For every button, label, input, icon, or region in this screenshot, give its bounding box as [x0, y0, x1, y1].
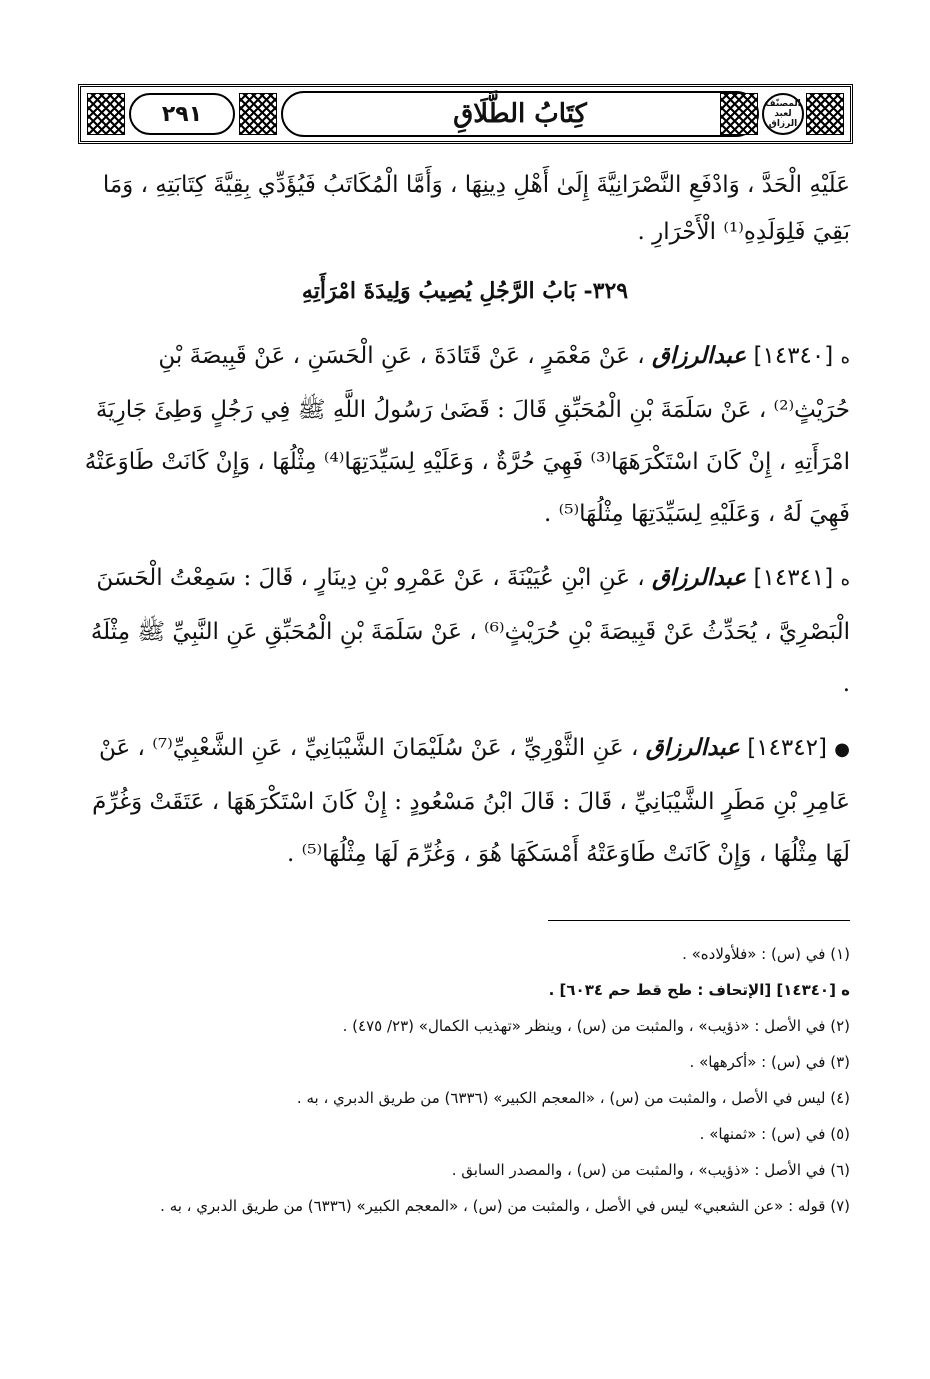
ornament-icon	[720, 93, 758, 135]
footnote: (٧) قوله : «عن الشعبي» ليس في الأصل ، والمثبت من (س) ، «المعجم الكبير» (٦٣٣٦) من طريق الدبري ، به .	[160, 1197, 850, 1215]
hadith-text: ، عَنْ مَعْمَرٍ ، عَنْ قَتَادَةَ ، عَنِ الْحَسَنِ ، عَنْ قَبِيصَةَ بْنِ حُرَيْثٍ⁽²⁾ ، عَنْ سَلَمَةَ بْنِ الْمُحَبِّقِ قَالَ : قَضَىٰ رَسُولُ اللَّهِ ﷺ فِي رَجُلٍ وَطِئَ جَارِيَةَ امْرَأَتِهِ ، إِنْ كَانَ اسْتَكْرَهَهَا⁽³⁾ فَهِيَ حُرَّةٌ ، وَعَلَيْهِ لِسَيِّدَتِهَا⁽⁴⁾ مِثْلُهَا ، وَإِنْ كَانَتْ طَاوَعَتْهُ فَهِيَ لَهُ ، وَعَلَيْهِ لِسَيِّدَتِهَا مِثْلُهَا⁽⁵⁾ .	[84, 343, 850, 527]
hadith-marker: ه	[840, 347, 850, 368]
chapter-heading: ٣٢٩- بَابُ الرَّجُلِ يُصِيبُ وَلِيدَةَ امْرَأَتِهِ	[301, 278, 629, 304]
ornament-icon	[87, 93, 125, 135]
ornament-icon	[806, 93, 844, 135]
hadith-marker: ●	[834, 739, 850, 760]
footnote: (٥) في (س) : «ثمنها» .	[699, 1125, 850, 1143]
footnotes	[80, 936, 850, 1224]
hadith-narrator: عبدالرزاق	[645, 734, 740, 761]
footnote: (٦) في الأصل : «ذؤيب» ، والمثبت من (س) ، والمصدر السابق .	[451, 1161, 850, 1179]
hadith-narrator: عبدالرزاق	[652, 342, 747, 369]
continuation-paragraph: عَلَيْهِ الْحَدَّ ، وَادْفَعِ النَّصْرَانِيَّةَ إِلَىٰ أَهْلِ دِينِهَا ، وَأَمَّا الْمُكَاتَبُ فَيُؤَدِّي بِقِيَّةَ كِتَابَتِهِ ، وَمَا بَقِيَ فَلِوَلَدِهِ⁽¹⁾ الْأَحْرَارِ .	[102, 172, 850, 245]
ornament-icon	[239, 93, 277, 135]
hadith-entry	[80, 722, 850, 880]
hadith-entry	[80, 552, 850, 710]
hadith-text: ، عَنِ الثَّوْرِيِّ ، عَنْ سُلَيْمَانَ الشَّيْبَانِيِّ ، عَنِ الشَّعْبِيِّ⁽⁷⁾ ، عَنْ عَامِرِ بْنِ مَطَرٍ الشَّيْبَانِيِّ ، قَالَ : قَالَ ابْنُ مَسْعُودٍ : إِنْ كَانَ اسْتَكْرَهَهَا ، عَتَقَتْ وَغُرِّمَ لَهَا مِثْلُهَا ، وَإِنْ كَانَتْ طَاوَعَتْهُ أَمْسَكَهَا هُوَ ، وَغُرِّمَ لَهَا مِثْلُهَا⁽⁵⁾ .	[92, 735, 850, 867]
book-title: كِتَابُ الطَّلَاقِ	[281, 91, 759, 137]
hadith-number: [١٤٣٤٠]	[753, 343, 834, 369]
footnote: (٤) ليس في الأصل ، والمثبت من (س) ، «المعجم الكبير» (٦٣٣٦) من طريق الدبري ، به .	[296, 1089, 850, 1107]
page-number: ٢٩١	[129, 93, 235, 135]
footnote-reference: ه [١٤٣٤٠] [الإتحاف : طح قط حم ٦٠٣٤] .	[548, 981, 850, 999]
footnote: (٢) في الأصل : «ذؤيب» ، والمثبت من (س) ، وينظر «تهذيب الكمال» (٢٣/ ٤٧٥) .	[342, 1017, 850, 1035]
hadith-number: [١٤٣٤١]	[753, 565, 834, 591]
hadith-number: [١٤٣٤٢]	[747, 735, 827, 761]
hadith-entry	[80, 330, 850, 540]
footnote-divider	[548, 920, 850, 921]
book-logo: المصنّف لعبد الرزاق	[762, 93, 804, 135]
footnote: (١) في (س) : «فلأولاده» .	[682, 945, 850, 963]
page-header	[78, 84, 853, 144]
hadith-text: ، عَنِ ابْنِ عُيَيْنَةَ ، عَنْ عَمْرِو بْنِ دِينَارٍ ، قَالَ : سَمِعْتُ الْحَسَنَ الْبَصْرِيَّ ، يُحَدِّثُ عَنْ قَبِيصَةَ بْنِ حُرَيْثٍ⁽⁶⁾ ، عَنْ سَلَمَةَ بْنِ الْمُحَبِّقِ عَنِ النَّبِيِّ ﷺ مِثْلَهُ .	[90, 565, 850, 697]
footnote: (٣) في (س) : «أكرهها» .	[689, 1053, 850, 1071]
hadith-narrator: عبدالرزاق	[652, 564, 747, 591]
hadith-marker: ه	[840, 569, 850, 590]
